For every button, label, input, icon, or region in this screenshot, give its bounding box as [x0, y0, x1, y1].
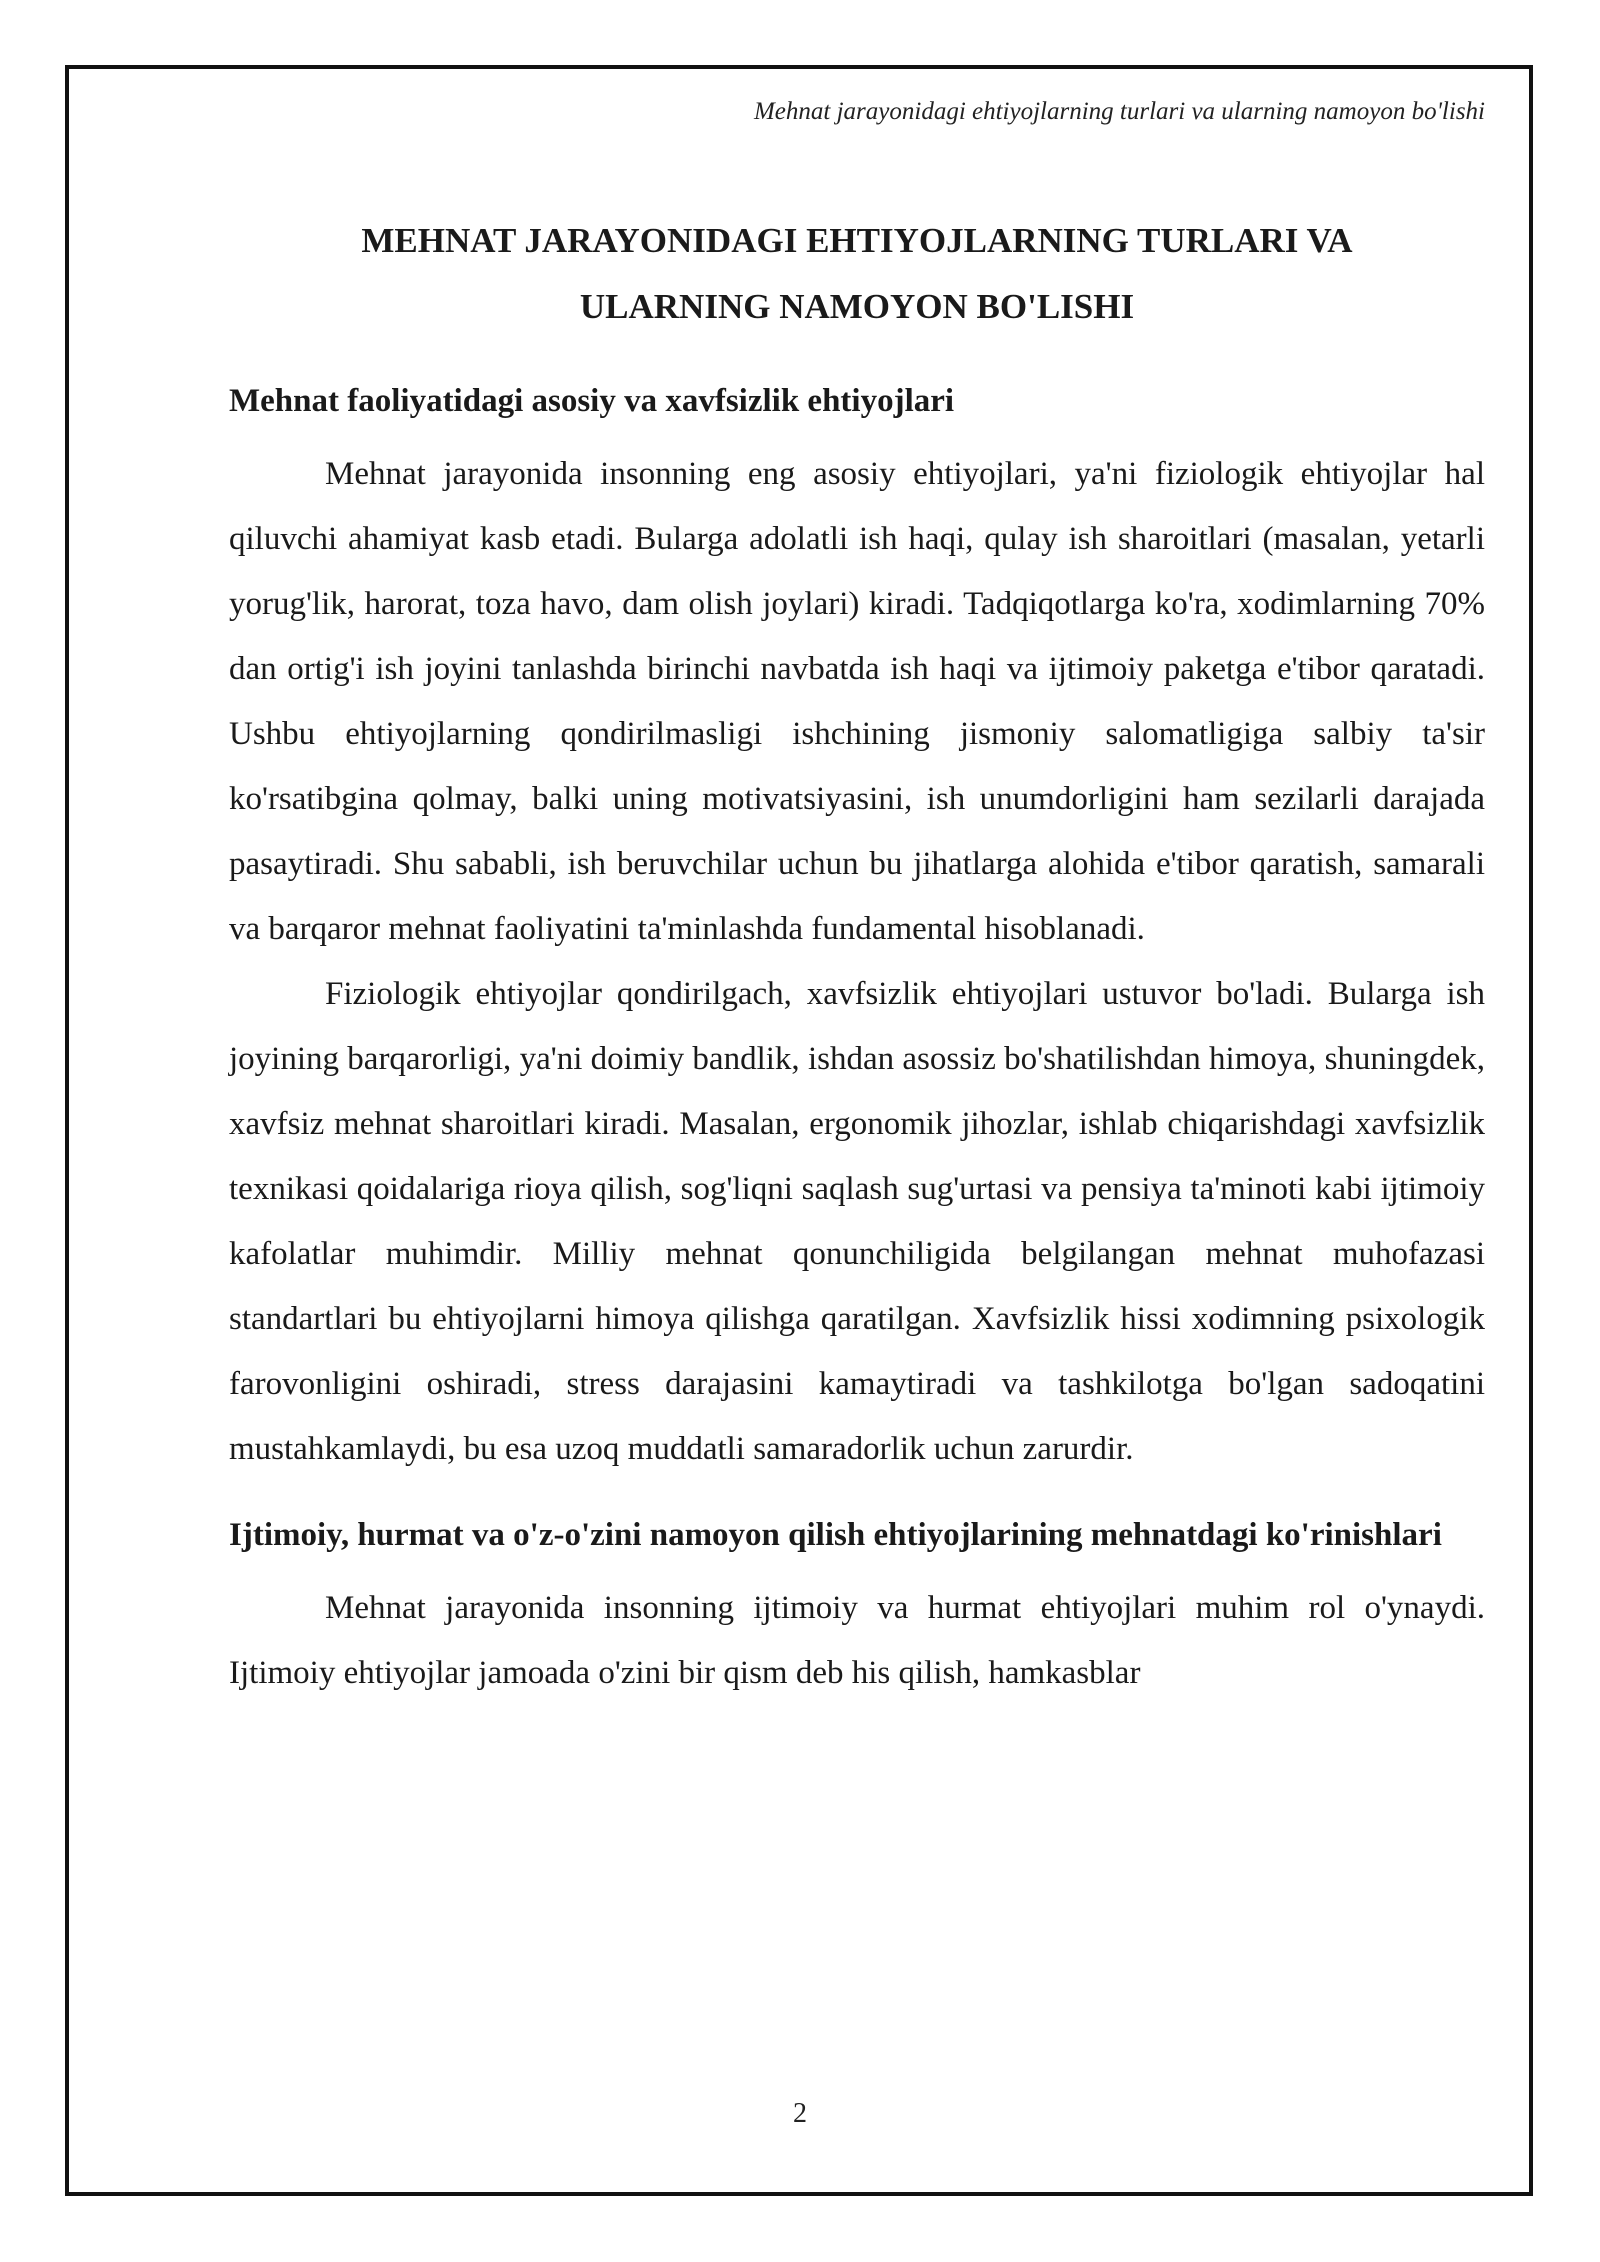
running-header: Mehnat jarayonidagi ehtiyojlarning turlari va ularning namoyon bo'lishi: [753, 98, 1485, 125]
paragraph: Fiziologik ehtiyojlar qondirilgach, xavfsizlik ehtiyojlari ustuvor bo'ladi. Bularga ish joyining barqarorligi, ya'ni doimiy bandlik, ishdan asossiz bo'shatilishdan himoya, shuningdek, xavfsiz mehnat sharoitlari kiradi. Masalan, ergonomik jihozlar, ishlab chiqarishdagi xavfsizlik texnikasi qoidalariga rioya qilish, sog'liqni saqlash sug'urtasi va pensiya ta'minoti kabi ijtimoiy kafolatlar muhimdir. Milliy mehnat qonunchiligida belgilangan mehnat muhofazasi standartlari bu ehtiyojlarni himoya qilishga qaratilgan. Xavfsizlik hissi xodimning psixologik farovonligini oshiradi, stress darajasini kamaytiradi va tashkilotga bo'lgan sadoqatini mustahkamlaydi, bu esa uzoq muddatli samaradorlik uchun zarurdir.: [229, 976, 1485, 1467]
document-title: MEHNAT JARAYONIDAGI EHTIYOJLARNING TURLARI VA ULARNING NAMOYON BO'LISHI: [361, 221, 1353, 326]
section-heading: Mehnat faoliyatidagi asosiy va xavfsizlik ehtiyojlari: [229, 383, 955, 419]
page-number: 2: [793, 2098, 807, 2129]
document-body: [229, 208, 1485, 1706]
section-heading: Ijtimoiy, hurmat va o'z-o'zini namoyon qilish ehtiyojlarining mehnatdagi ko'rinishlari: [229, 1517, 1442, 1553]
paragraph: Mehnat jarayonida insonning ijtimoiy va hurmat ehtiyojlari muhim rol o'ynaydi. Ijtimoiy ehtiyojlar jamoada o'zini bir qism deb his qilish, hamkasblar: [229, 1590, 1485, 1691]
paragraph: Mehnat jarayonida insonning eng asosiy ehtiyojlari, ya'ni fiziologik ehtiyojlar hal qiluvchi ahamiyat kasb etadi. Bularga adolatli ish haqi, qulay ish sharoitlari (masalan, yetarli yorug'lik, harorat, toza havo, dam olish joylari) kiradi. Tadqiqotlarga ko'ra, xodimlarning 70% dan ortig'i ish joyini tanlashda birinchi navbatda ish haqi va ijtimoiy paketga e'tibor qaratadi. Ushbu ehtiyojlarning qondirilmasligi ishchining jismoniy salomatligiga salbiy ta'sir ko'rsatibgina qolmay, balki uning motivatsiyasini, ish unumdorligini ham sezilarli darajada pasaytiradi. Shu sababli, ish beruvchilar uchun bu jihatlarga alohida e'tibor qaratish, samarali va barqaror mehnat faoliyatini ta'minlashda fundamental hisoblanadi.: [229, 456, 1485, 947]
